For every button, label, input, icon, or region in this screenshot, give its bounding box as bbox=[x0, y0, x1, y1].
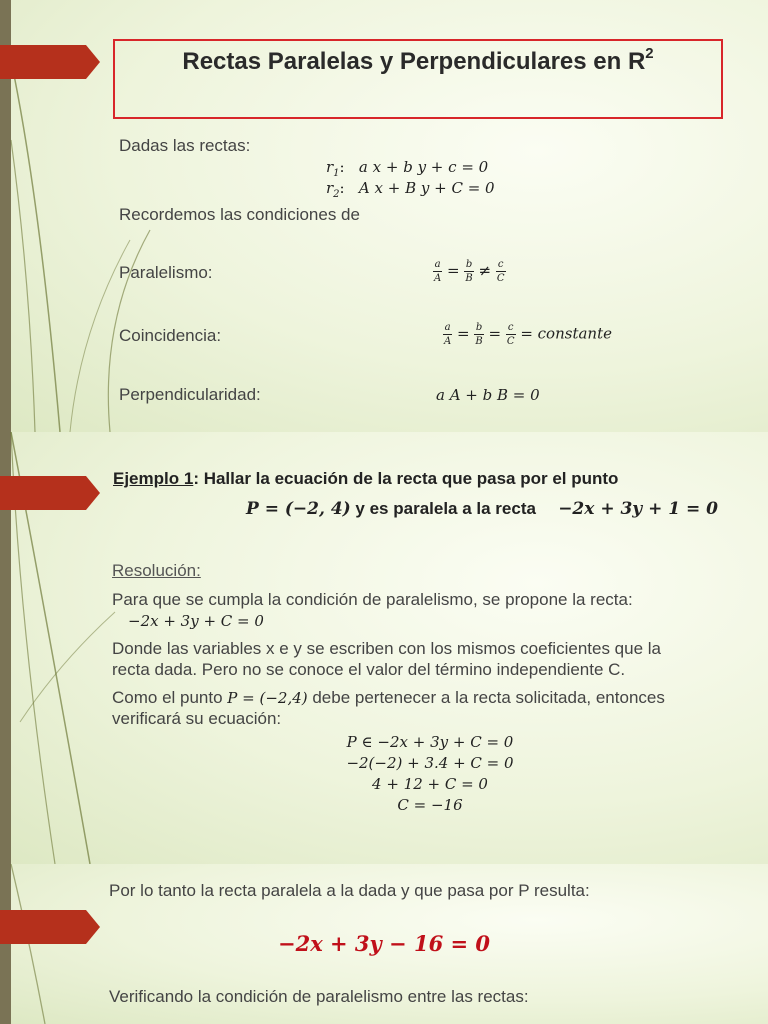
derivation-step-4: C = −16 bbox=[397, 796, 463, 814]
slide-1 bbox=[0, 0, 768, 432]
result-equation: −2x + 3y − 16 = 0 bbox=[277, 931, 491, 956]
resolution-label: Resolución: bbox=[112, 561, 201, 580]
coincidence-condition: $\frac{a}{A}$ = $\frac{b}{B}$ = $\frac{c}{C}$ = constante bbox=[444, 322, 612, 347]
title-arrow-marker bbox=[0, 45, 100, 79]
parallel-label: Paralelismo: bbox=[119, 263, 213, 282]
example-heading: Ejemplo 1: Hallar la ecuación de la recta que pasa por el punto bbox=[113, 469, 619, 488]
derivation-step-1: P ∈ −2x + 3y + C = 0 bbox=[346, 733, 514, 751]
title-box bbox=[113, 39, 723, 119]
r1-equation: $r_1$: a x + b y + c = 0 bbox=[326, 158, 489, 179]
recall-text: Recordemos las condiciones de bbox=[119, 205, 360, 224]
slide-2 bbox=[0, 432, 768, 864]
derivation-step-2: −2(−2) + 3.4 + C = 0 bbox=[346, 754, 514, 772]
perpendicular-condition: a A + b B = 0 bbox=[436, 386, 540, 404]
paragraph-3-line1: Como el punto P = (−2,4) debe pertenecer a la recta solicitada, entonces bbox=[112, 688, 665, 707]
example-heading-line2: P = (−2, 4) y es paralela a la recta −2x + 3y + 1 = 0 bbox=[246, 499, 719, 519]
parallel-condition: $\frac{a}{A}$ = $\frac{b}{B}$ ≠ $\frac{c}{C}$ bbox=[434, 259, 505, 284]
example-arrow-marker bbox=[0, 476, 100, 510]
derivation-step-3: 4 + 12 + C = 0 bbox=[372, 775, 488, 793]
verify-text: Verificando la condición de paralelismo entre las rectas: bbox=[109, 987, 529, 1006]
r2-equation: $r_2$: A x + B y + C = 0 bbox=[326, 179, 495, 200]
coincidence-label: Coincidencia: bbox=[119, 326, 222, 345]
conclusion-text: Por lo tanto la recta paralela a la dada y que pasa por P resulta: bbox=[109, 881, 590, 900]
paragraph-2-line1: Donde las variables x e y se escriben con los mismos coeficientes que la bbox=[112, 639, 661, 658]
intro-text: Dadas las rectas: bbox=[119, 136, 251, 155]
perpendicular-label: Perpendicularidad: bbox=[119, 385, 261, 404]
proposed-equation: −2x + 3y + C = 0 bbox=[128, 612, 264, 630]
page-title: Rectas Paralelas y Perpendiculares en $R^2$ bbox=[182, 45, 654, 75]
paragraph-1: Para que se cumpla la condición de paralelismo, se propone la recta: bbox=[112, 590, 633, 609]
slide-3 bbox=[0, 864, 768, 1024]
paragraph-3-line2: verificará su ecuación: bbox=[112, 709, 282, 728]
paragraph-2-line2: recta dada. Pero no se conoce el valor del término independiente C. bbox=[112, 660, 626, 679]
